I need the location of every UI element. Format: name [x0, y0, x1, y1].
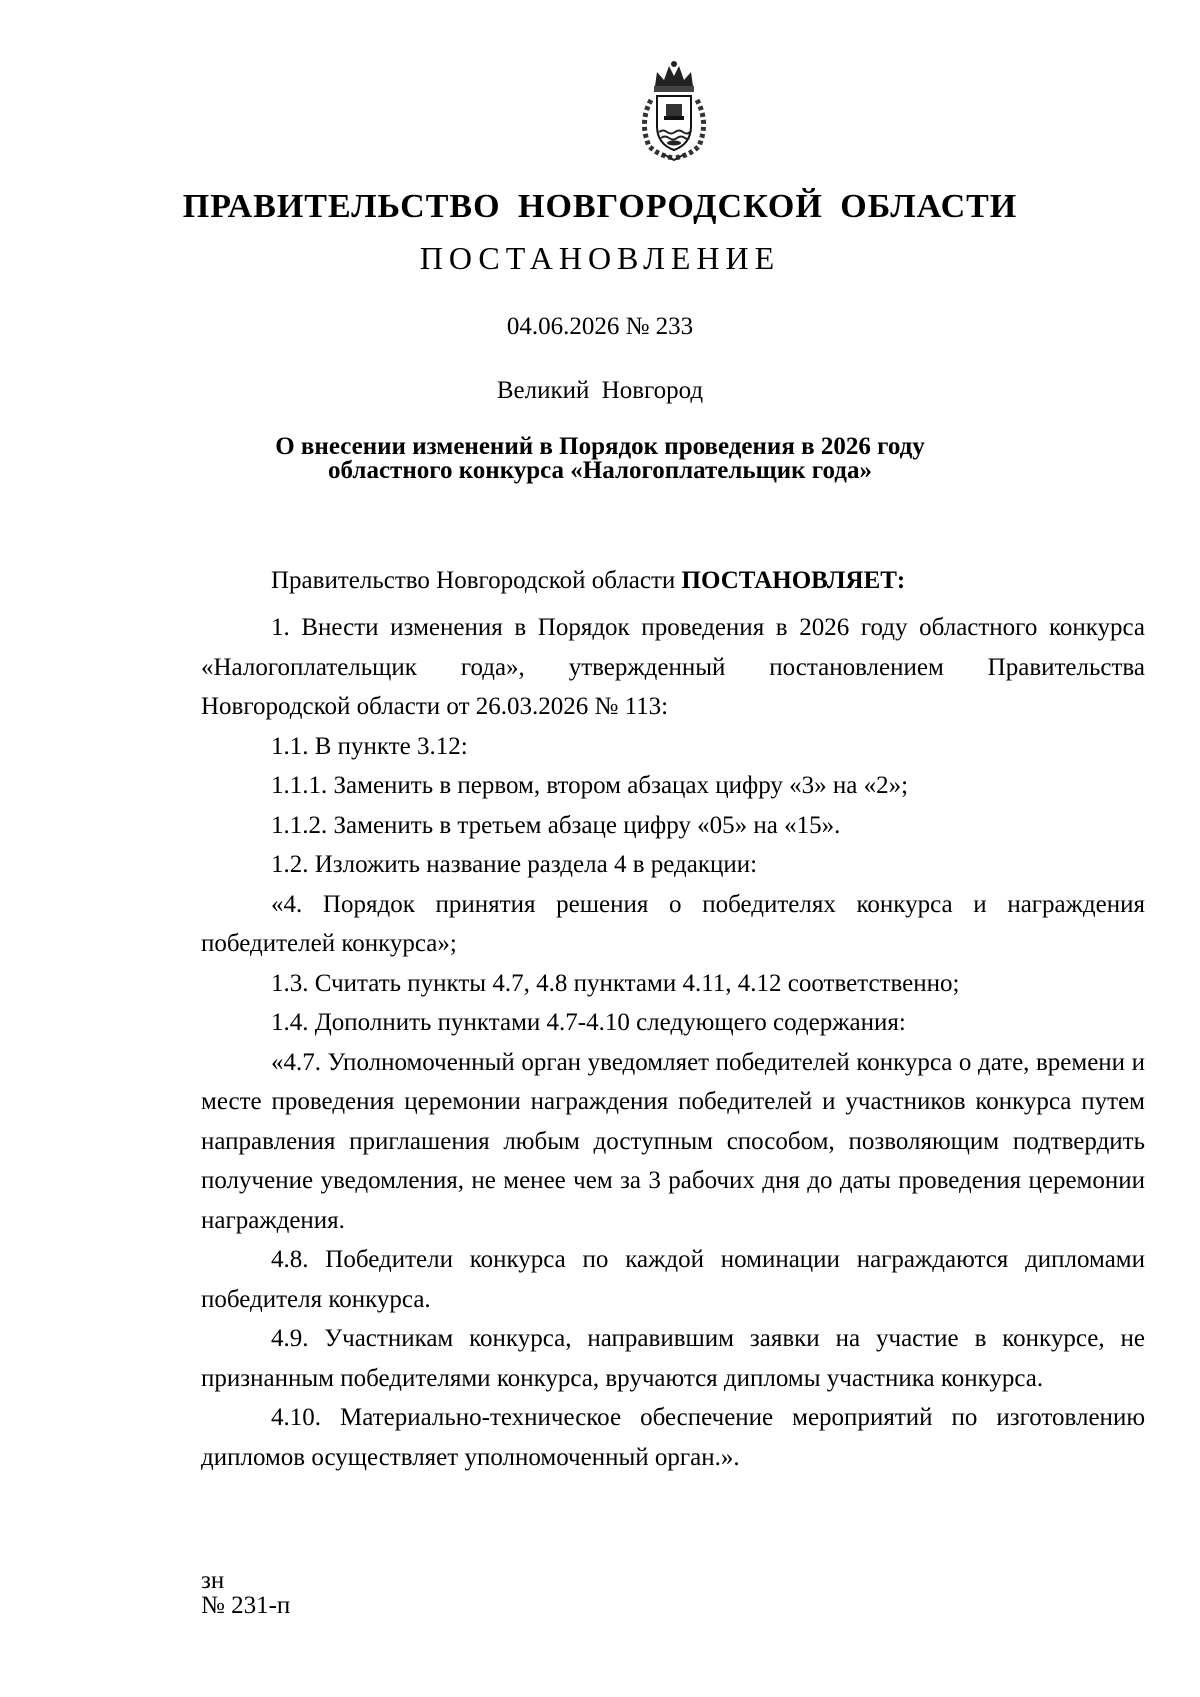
document-subject-line-1: О внесении изменений в Порядок проведения в 2026 году — [275, 433, 925, 460]
intro-emphasis: ПОСТАНОВЛЯЕТ: — [681, 567, 906, 594]
paragraph-1: 1. Внести изменения в Порядок проведения в 2026 году областного конкурса «Налогоплательщик года», утвержденный постановлением Правительства Новгородской области от 26.03.2026 № 113: — [201, 614, 1145, 720]
document-date-number: 04.06.2026 № 233 — [506, 313, 694, 340]
paragraph-1-1-2: 1.1.2. Заменить в третьем абзаце цифру «05» на «15». — [271, 811, 841, 839]
paragraph-1-1: 1.1. В пункте 3.12: — [271, 732, 468, 760]
paragraph-1-2: 1.2. Изложить название раздела 4 в редакции: — [271, 851, 758, 878]
footer-code — [201, 1568, 290, 1618]
paragraph-1-3: 1.3. Считать пункты 4.7, 4.8 пунктами 4.11, 4.12 соответственно; — [271, 969, 960, 997]
document-subject-line-2: областного конкурса «Налогоплательщик года» — [328, 457, 872, 484]
paragraph-4-9: 4.9. Участникам конкурса, направившим заявки на участие в конкурсе, не признанным победителями конкурса, вручаются дипломы участника конкурса. — [201, 1325, 1145, 1392]
paragraph-4-8: 4.8. Победители конкурса по каждой номинации награждаются дипломами победителя конкурса. — [201, 1246, 1145, 1313]
paragraph-1-1-1: 1.1.1. Заменить в первом, втором абзацах цифру «3» на «2»; — [271, 772, 909, 799]
government-title: ПРАВИТЕЛЬСТВО НОВГОРОДСКОЙ ОБЛАСТИ — [182, 188, 1018, 225]
intro-text: Правительство Новгородской области — [271, 567, 682, 594]
document-body — [201, 608, 1145, 1477]
paragraph-section-4-title: «4. Порядок принятия решения о победителях конкурса и награждения победителей конкурса»; — [201, 890, 1145, 957]
paragraph-4-7: «4.7. Уполномоченный орган уведомляет победителей конкурса о дате, времени и месте проведения церемонии награждения победителей и участников конкурса путем направления приглашения любым доступным способом, позволяющим подтвердить получение уведомления, не менее чем за 3 рабочих дня до даты проведения церемонии награждения. — [201, 1048, 1145, 1234]
footer-initials: зн — [201, 1567, 225, 1594]
paragraph-1-4: 1.4. Дополнить пунктами 4.7-4.10 следующего содержания: — [271, 1009, 906, 1036]
paragraph-4-10: 4.10. Материально-техническое обеспечение мероприятий по изготовлению дипломов осуществляет уполномоченный орган.». — [201, 1404, 1145, 1471]
document-subject — [0, 435, 1200, 483]
footer-document-code: № 231-п — [201, 1592, 291, 1619]
novgorod-coat-of-arms-icon — [633, 60, 715, 162]
document-city: Великий Новгород — [496, 377, 704, 404]
document-type: ПОСТАНОВЛЕНИЕ — [419, 240, 781, 276]
intro-paragraph — [201, 561, 1145, 601]
